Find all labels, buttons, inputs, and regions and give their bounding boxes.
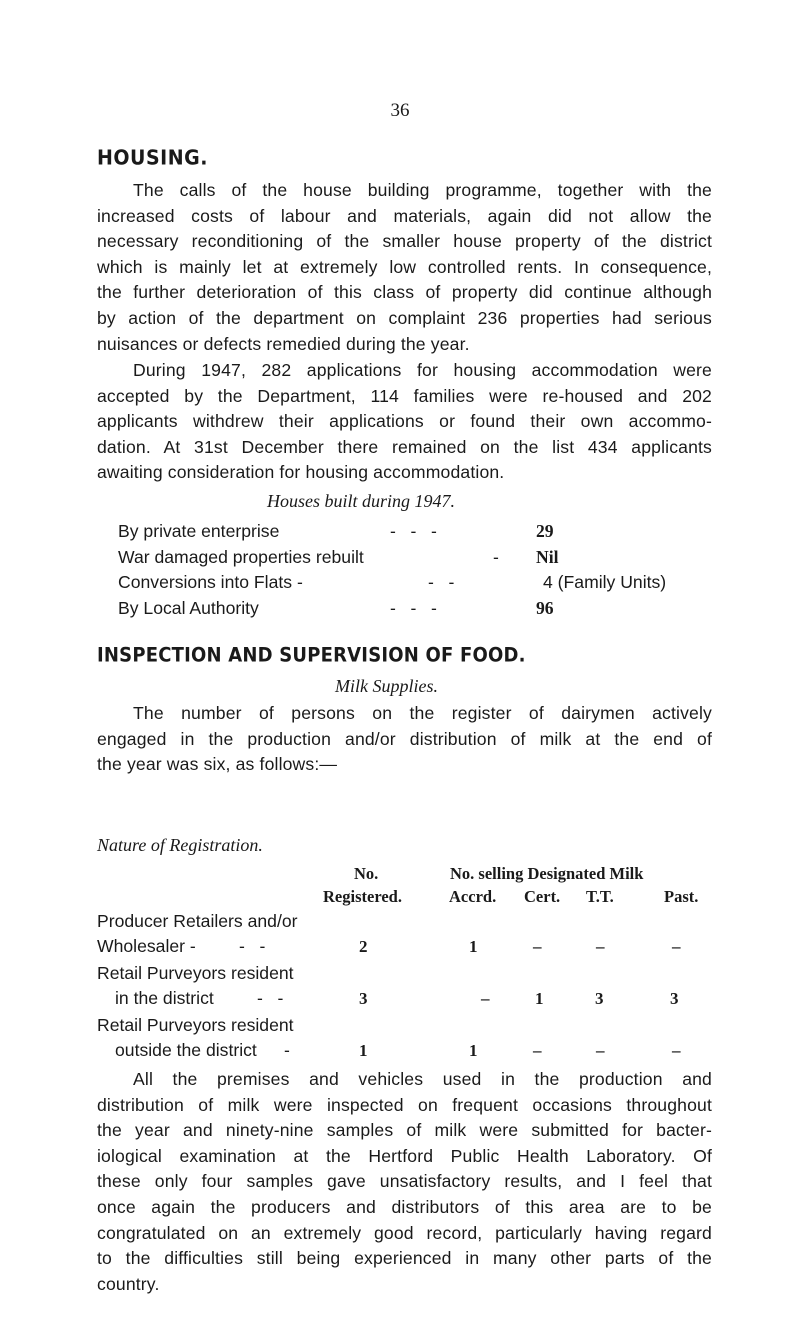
text-line: once again the producers and distributors of this area are to be: [97, 1196, 712, 1217]
row-label: outside the district: [115, 1040, 257, 1060]
houses-value: 29: [536, 521, 554, 541]
text-line: increased costs of labour and materials, again did not allow the: [97, 205, 712, 226]
text-line: the year was six, as follows:—: [97, 754, 338, 775]
houses-value: Nil: [536, 546, 559, 567]
leader-dashes: - -: [428, 572, 455, 592]
past-value: –: [672, 1041, 681, 1060]
accrd-value: 1: [469, 937, 478, 956]
houses-built-title: Houses built during 1947.: [267, 491, 456, 511]
column-header-accrd: Accrd.: [449, 887, 497, 906]
text-line: accepted by the Department, 114 families were re-housed and 202: [97, 385, 712, 406]
houses-label: By private enterprise: [118, 521, 280, 541]
registered-value: 1: [359, 1041, 368, 1060]
food-paragraph-1: [97, 701, 712, 778]
leader-dashes: - -: [257, 988, 284, 1008]
text-line: All the premises and vehicles used in the production and: [133, 1069, 712, 1089]
houses-label: By Local Authority: [118, 597, 259, 618]
row-label: in the district: [115, 988, 214, 1008]
text-line: The calls of the house building programme, together with the: [133, 180, 712, 200]
housing-paragraph-1: [97, 178, 712, 357]
row-label: Wholesaler -: [97, 936, 196, 956]
text-line: which is mainly let at extremely low controlled rents. In consequence,: [97, 256, 712, 277]
text-line: During 1947, 282 applications for housing accommodation were: [133, 360, 712, 380]
text-line: country.: [97, 1273, 160, 1294]
column-header-tt: T.T.: [586, 887, 614, 906]
text-line: awaiting consideration for housing accommodation.: [97, 462, 505, 483]
column-header-past: Past.: [664, 887, 699, 906]
leader-dashes: - - -: [390, 597, 437, 618]
past-value: 3: [670, 989, 679, 1008]
registered-value: 2: [359, 937, 368, 956]
cert-value: 1: [535, 989, 544, 1008]
tt-value: –: [596, 1041, 605, 1060]
tt-value: –: [596, 937, 605, 956]
cert-value: –: [533, 1041, 542, 1060]
past-value: –: [672, 937, 681, 956]
text-line: to the difficulties still being experienced in many other parts of the: [97, 1248, 712, 1269]
text-line: iological examination at the Hertford Public Health Laboratory. Of: [97, 1145, 712, 1166]
row-label: Producer Retailers and/or: [97, 911, 298, 931]
text-line: congratulated on an extremely good record, particularly having regard: [97, 1222, 712, 1243]
column-header-selling: No. selling Designated Milk: [450, 864, 644, 883]
row-label: Retail Purveyors resident: [97, 963, 294, 983]
food-paragraph-2: [97, 1067, 712, 1297]
text-line: The number of persons on the register of dairymen actively: [133, 703, 712, 723]
text-line: the year and ninety-nine samples of milk were submitted for bacter-: [97, 1120, 712, 1141]
houses-label: War damaged properties rebuilt: [118, 546, 364, 567]
text-line: by action of the department on complaint 236 properties had serious: [97, 307, 712, 328]
text-line: nuisances or defects remedied during the year.: [97, 333, 470, 354]
text-line: the further deterioration of this class of property did continue although: [97, 282, 712, 303]
column-header-registered: Registered.: [323, 887, 402, 906]
text-line: necessary reconditioning of the smaller house property of the district: [97, 231, 712, 252]
table-title: Nature of Registration.: [97, 835, 263, 855]
housing-paragraph-2: [97, 358, 712, 486]
text-line: distribution of milk were inspected on frequent occasions throughout: [97, 1094, 712, 1115]
page-number: 36: [390, 100, 410, 121]
houses-value: 96: [536, 597, 554, 618]
row-label: Retail Purveyors resident: [97, 1015, 294, 1035]
milk-supplies-subheading: Milk Supplies.: [335, 676, 438, 696]
text-line: these only four samples gave unsatisfactory results, and I feel that: [97, 1171, 712, 1192]
column-header-cert: Cert.: [524, 887, 561, 906]
text-line: engaged in the production and/or distribution of milk at the end of: [97, 728, 712, 749]
houses-label: Conversions into Flats -: [118, 572, 303, 592]
housing-heading: HOUSING.: [97, 146, 208, 170]
cert-value: –: [533, 937, 542, 956]
text-line: applicants withdrew their applications or found their own accommo-: [97, 411, 712, 432]
registered-value: 3: [359, 989, 368, 1008]
accrd-value: –: [481, 989, 490, 1008]
leader-dashes: -: [284, 1040, 290, 1060]
leader-dashes: - -: [239, 936, 266, 956]
tt-value: 3: [595, 989, 604, 1008]
food-heading: INSPECTION AND SUPERVISION OF FOOD.: [97, 644, 526, 667]
text-line: dation. At 31st December there remained on the list 434 applicants: [97, 436, 712, 457]
accrd-value: 1: [469, 1041, 478, 1060]
column-header-no: No.: [354, 864, 379, 883]
leader-dashes: -: [493, 546, 499, 567]
leader-dashes: - - -: [390, 521, 437, 541]
houses-value: 4 (Family Units): [543, 572, 667, 592]
